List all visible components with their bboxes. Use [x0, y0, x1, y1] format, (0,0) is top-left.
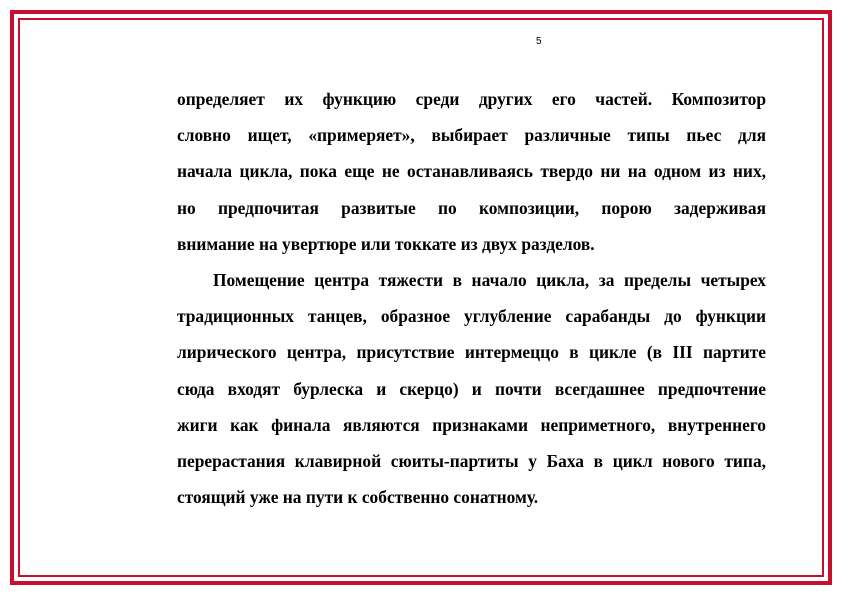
text-line: стоящий уже на пути к собственно сонатному. — [177, 487, 539, 508]
text-line: жиги как финала являются признаками неприметного, внутреннего — [177, 414, 766, 435]
text-line: лирического центра, присутствие интермеццо в цикле (в III партите — [177, 342, 766, 363]
text-line: сюда входят бурлеска и скерцо) и почти всегдашнее предпочтение — [177, 378, 766, 399]
paragraph — [177, 262, 766, 515]
paragraph — [177, 81, 766, 262]
text-line: словно ищет, «примеряет», выбирает различные типы пьес для — [177, 125, 766, 146]
text-line: но предпочитая развитые по композиции, порою задерживая — [177, 197, 766, 218]
text-line: начала цикла, пока еще не останавливаясь твердо ни на одном из них, — [177, 161, 766, 182]
page-number: 5 — [536, 36, 542, 47]
text-line: перерастания клавирной сюиты-партиты у Баха в цикл нового типа, — [177, 450, 766, 471]
text-line: внимание на увертюре или токкате из двух разделов. — [177, 233, 595, 254]
text-line: определяет их функцию среди других его частей. Композитор — [177, 89, 766, 109]
text-line: Помещение центра тяжести в начало цикла, за пределы четырех — [213, 269, 766, 290]
text-body — [177, 81, 766, 515]
text-line: традиционных танцев, образное углубление сарабанды до функции — [177, 306, 766, 327]
